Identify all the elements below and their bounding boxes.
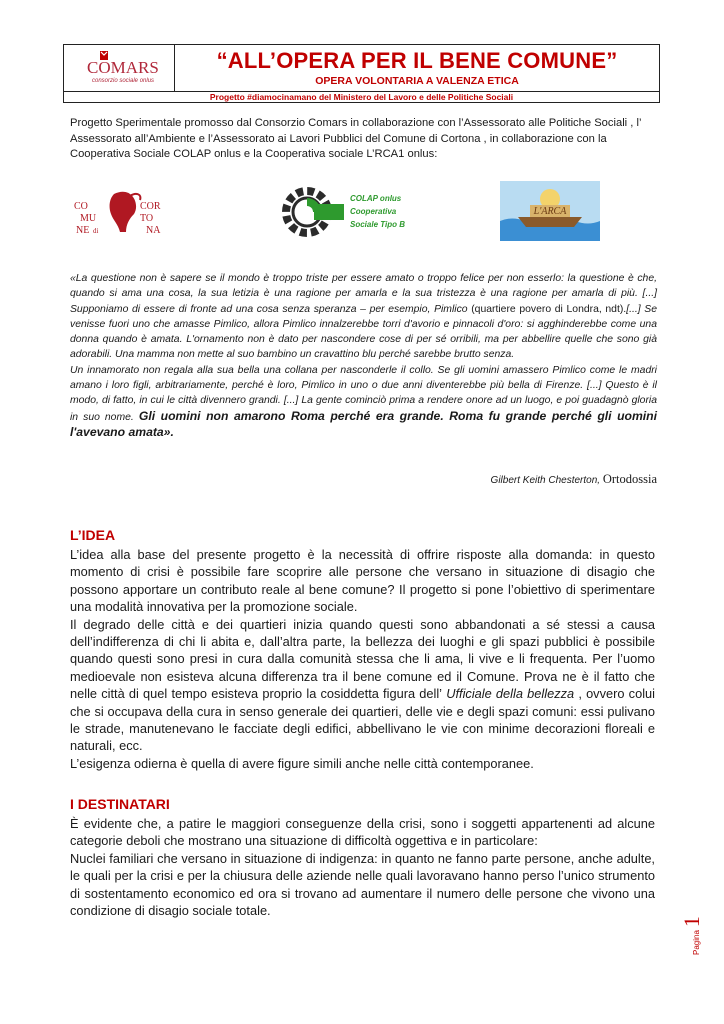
- chesterton-quote: [70, 271, 657, 441]
- quote-text-1: «La questione non è sapere se il mondo è troppo triste per essere amato o troppo felice per non esserlo: la questione è che, quando si ama una cosa, la sua letizia è una ragione per amarla e la sua tristezza è una ragione per amarla di più. [...] Supponiamo di essere di fronte ad una cosa senza speranza – per esempio, Pimlico: [70, 273, 657, 315]
- idea-paragraph-2: [70, 616, 655, 755]
- colap-logo: [276, 181, 426, 243]
- header-box: [63, 44, 660, 103]
- intro-paragraph: Progetto Sperimentale promosso dal Consorzio Comars in collaborazione con l’Assessorato alle Politiche Sociali , l’ Assessorato all’Ambiente e l’Assessorato ai Lavori Pubblici del Comune di Cortona , in collaborazione con la Cooperativa Sociale COLAP onlus e la Cooperativa sociale L’RCA1 onlus:: [70, 117, 642, 160]
- cortona-ne: NE: [76, 225, 90, 236]
- project-line: Progetto #diamocinamano del Ministero del Lavoro e delle Politiche Sociali: [209, 92, 514, 102]
- colap-line-2: Cooperativa: [350, 207, 397, 216]
- quote-citation: [491, 472, 657, 487]
- comune-cortona-logo: [70, 188, 175, 240]
- page-subtitle: OPERA VOLONTARIA A VALENZA ETICA: [315, 75, 519, 87]
- cortona-di: di: [93, 227, 99, 235]
- idea-text-2a: Il degrado delle città e dei quartieri inizia quando questi sono abbandonati a sé stessi a causa dell’indifferenza di chi li abita e, dall’altra parte, la bellezza dei luoghi e gli spazi pubblici è possibile quando questi sono presi in cura dalla comunità stessa che li ama, li vive e li frequenta. Per l’uomo medioevale non esisteva alcuna differenza tra il bene comune ed il Comune. Prova ne è il fatto che nelle città di quel tempo esisteva proprio la cosiddetta figura dell’: [70, 616, 655, 702]
- quote-text-2: Un innamorato non regala alla sua bella una collana per nasconderle il collo. Se gli uomini amassero Pimlico come le madri amano i loro figli, arbitrariamente, perché è loro, Pimlico in uno o due anni diventerebbe più bella di Firenze. [...] Questo è il modo, di fatto, in cui le città divennero grandi. [...] La gente cominciò prima a rendere onore ad un luogo, e poi guadagnò gloria in suo nome.: [70, 364, 657, 423]
- comars-logo: [70, 49, 170, 89]
- idea-italic-term: Ufficiale della bellezza: [442, 686, 575, 702]
- section-title-idea: L’IDEA: [70, 527, 116, 543]
- page-word: Pagina: [692, 930, 701, 955]
- comars-logo-sub: consorzio sociale onlus: [92, 78, 155, 84]
- colap-line-3: Sociale Tipo B: [350, 220, 405, 229]
- quote-bold: Gli uomini non amarono Roma perché era grande. Roma fu grande perché gli uomini l'avevano amata».: [70, 408, 658, 439]
- idea-paragraph-3: L’esigenza odierna è quella di avere figure simili anche nelle città contemporanee.: [70, 755, 534, 771]
- cortona-na: NA: [146, 225, 161, 236]
- destinatari-paragraph-1: È evidente che, a patire le maggiori conseguenze della crisi, sono i soggetti appartenenti ad alcune categorie deboli che mostrano una situazione di difficoltà oggettiva e in particolare:: [70, 816, 655, 849]
- cortona-mu: MU: [80, 213, 97, 224]
- page-title: “ALL’OPERA PER IL BENE COMUNE”: [216, 48, 618, 73]
- larca-logo: [500, 181, 600, 241]
- gear-icon: [286, 191, 344, 233]
- colap-line-1: COLAP onlus: [350, 194, 402, 203]
- citation-author: Gilbert Keith Chesterton,: [490, 475, 601, 486]
- citation-book: Ortodossia: [602, 472, 657, 486]
- quote-paragraph-2: [70, 363, 657, 441]
- page-number: 1: [679, 916, 704, 928]
- quote-note: (quartiere povero di Londra, ndt).: [467, 303, 627, 315]
- cortona-to: TO: [140, 213, 154, 224]
- larca-text: L'ARCA: [533, 206, 567, 217]
- cortona-cor: COR: [140, 201, 161, 212]
- destinatari-paragraph-2: Nuclei familiari che versano in situazione di indigenza: in quanto ne fanno parte persone, anche adulte, le quali per la crisi e per la chiusura delle aziende nelle quali lavoravano hanno perso l’unico strumento di sostentamento economico ed ora si trovano ad aumentare il numero delle persone che vivono una condizione di disagio sociale totale.: [70, 850, 655, 919]
- section-body-idea: [70, 546, 655, 772]
- comars-logo-text: COMARS: [87, 58, 159, 77]
- section-body-destinatari: [70, 815, 655, 919]
- quote-paragraph-1: [70, 271, 657, 363]
- section-title-destinatari: I DESTINATARI: [70, 796, 170, 812]
- idea-paragraph-1: L’idea alla base del presente progetto è la necessità di offrire risposte alla domanda: in questo momento di crisi è possibile fare scoprire alle persone che versano in situazione di disagio che possono apportare un contributo reale al bene comune? Il progetto si pone l’obiettivo di sperimentare una modalità innovativa per la promozione sociale.: [70, 547, 655, 615]
- quote-text-1-rest: [...] Se venisse fuori uno che amasse Pimlico, allora Pimlico innalzerebbe torri d'avorio e pinnacoli d'oro: si agghinderebbe come una donna quando è amata. L'ornamento non è dato per nascondere cose di per sé orribili, ma per abbellire quelle che sono già adorabili. Una mamma non mette al suo bambino un cravattino blu perché sarebbe brutto senza.: [70, 303, 658, 361]
- cortona-co: CO: [74, 201, 88, 212]
- idea-text-2b: , ovvero colui che si occupava della cura in senso generale dei quartieri, delle vie e degli spazi comuni: essi pulivano le strade, manutenevano le facciate degli edifici, abbellivano le vie con minime decorazioni floreali e naturali, ecc.: [70, 686, 655, 754]
- page-number-label: [679, 916, 705, 955]
